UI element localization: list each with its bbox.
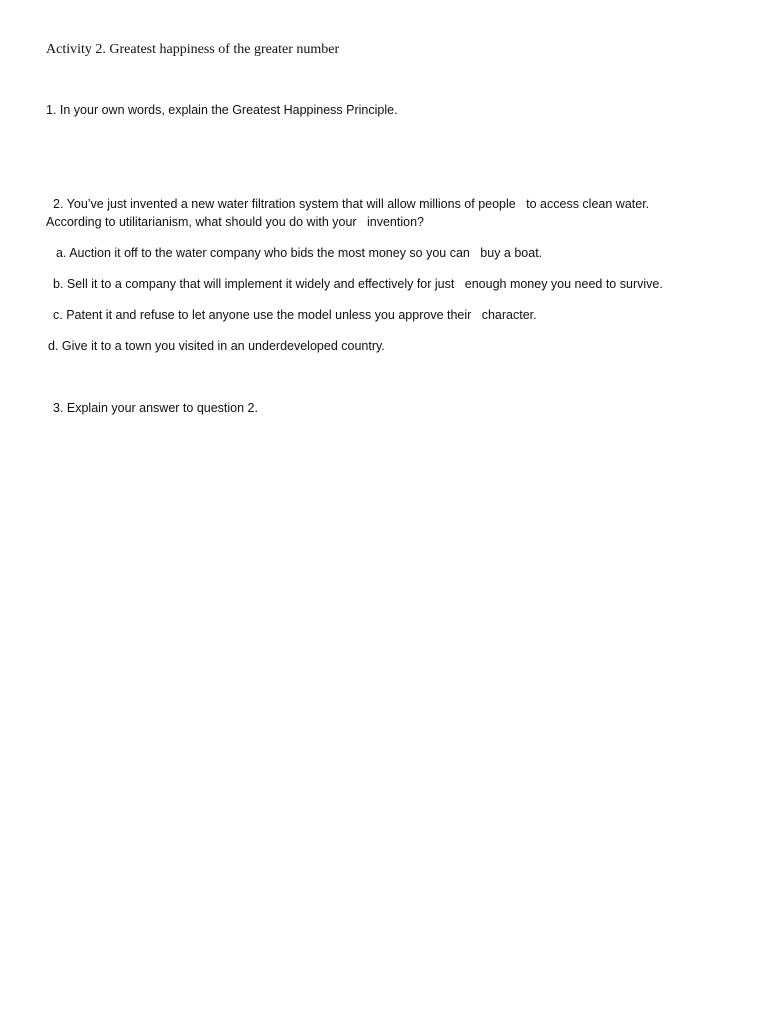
question-3: 3. Explain your answer to question 2.	[53, 401, 258, 415]
question-2-line-2: According to utilitarianism, what should you do with your invention?	[46, 215, 424, 229]
activity-title: Activity 2. Greatest happiness of the greater number	[46, 42, 340, 57]
question-2-line-1: 2. You’ve just invented a new water filtration system that will allow millions of people to access clean water.	[53, 197, 650, 211]
option-a: a. Auction it off to the water company who bids the most money so you can buy a boat.	[56, 246, 543, 260]
option-b: b. Sell it to a company that will implement it widely and effectively for just enough money you need to survive.	[53, 277, 663, 291]
question-1: 1. In your own words, explain the Greatest Happiness Principle.	[46, 103, 398, 117]
option-c: c. Patent it and refuse to let anyone use the model unless you approve their character.	[53, 308, 537, 322]
option-d: d. Give it to a town you visited in an underdeveloped country.	[48, 339, 385, 353]
